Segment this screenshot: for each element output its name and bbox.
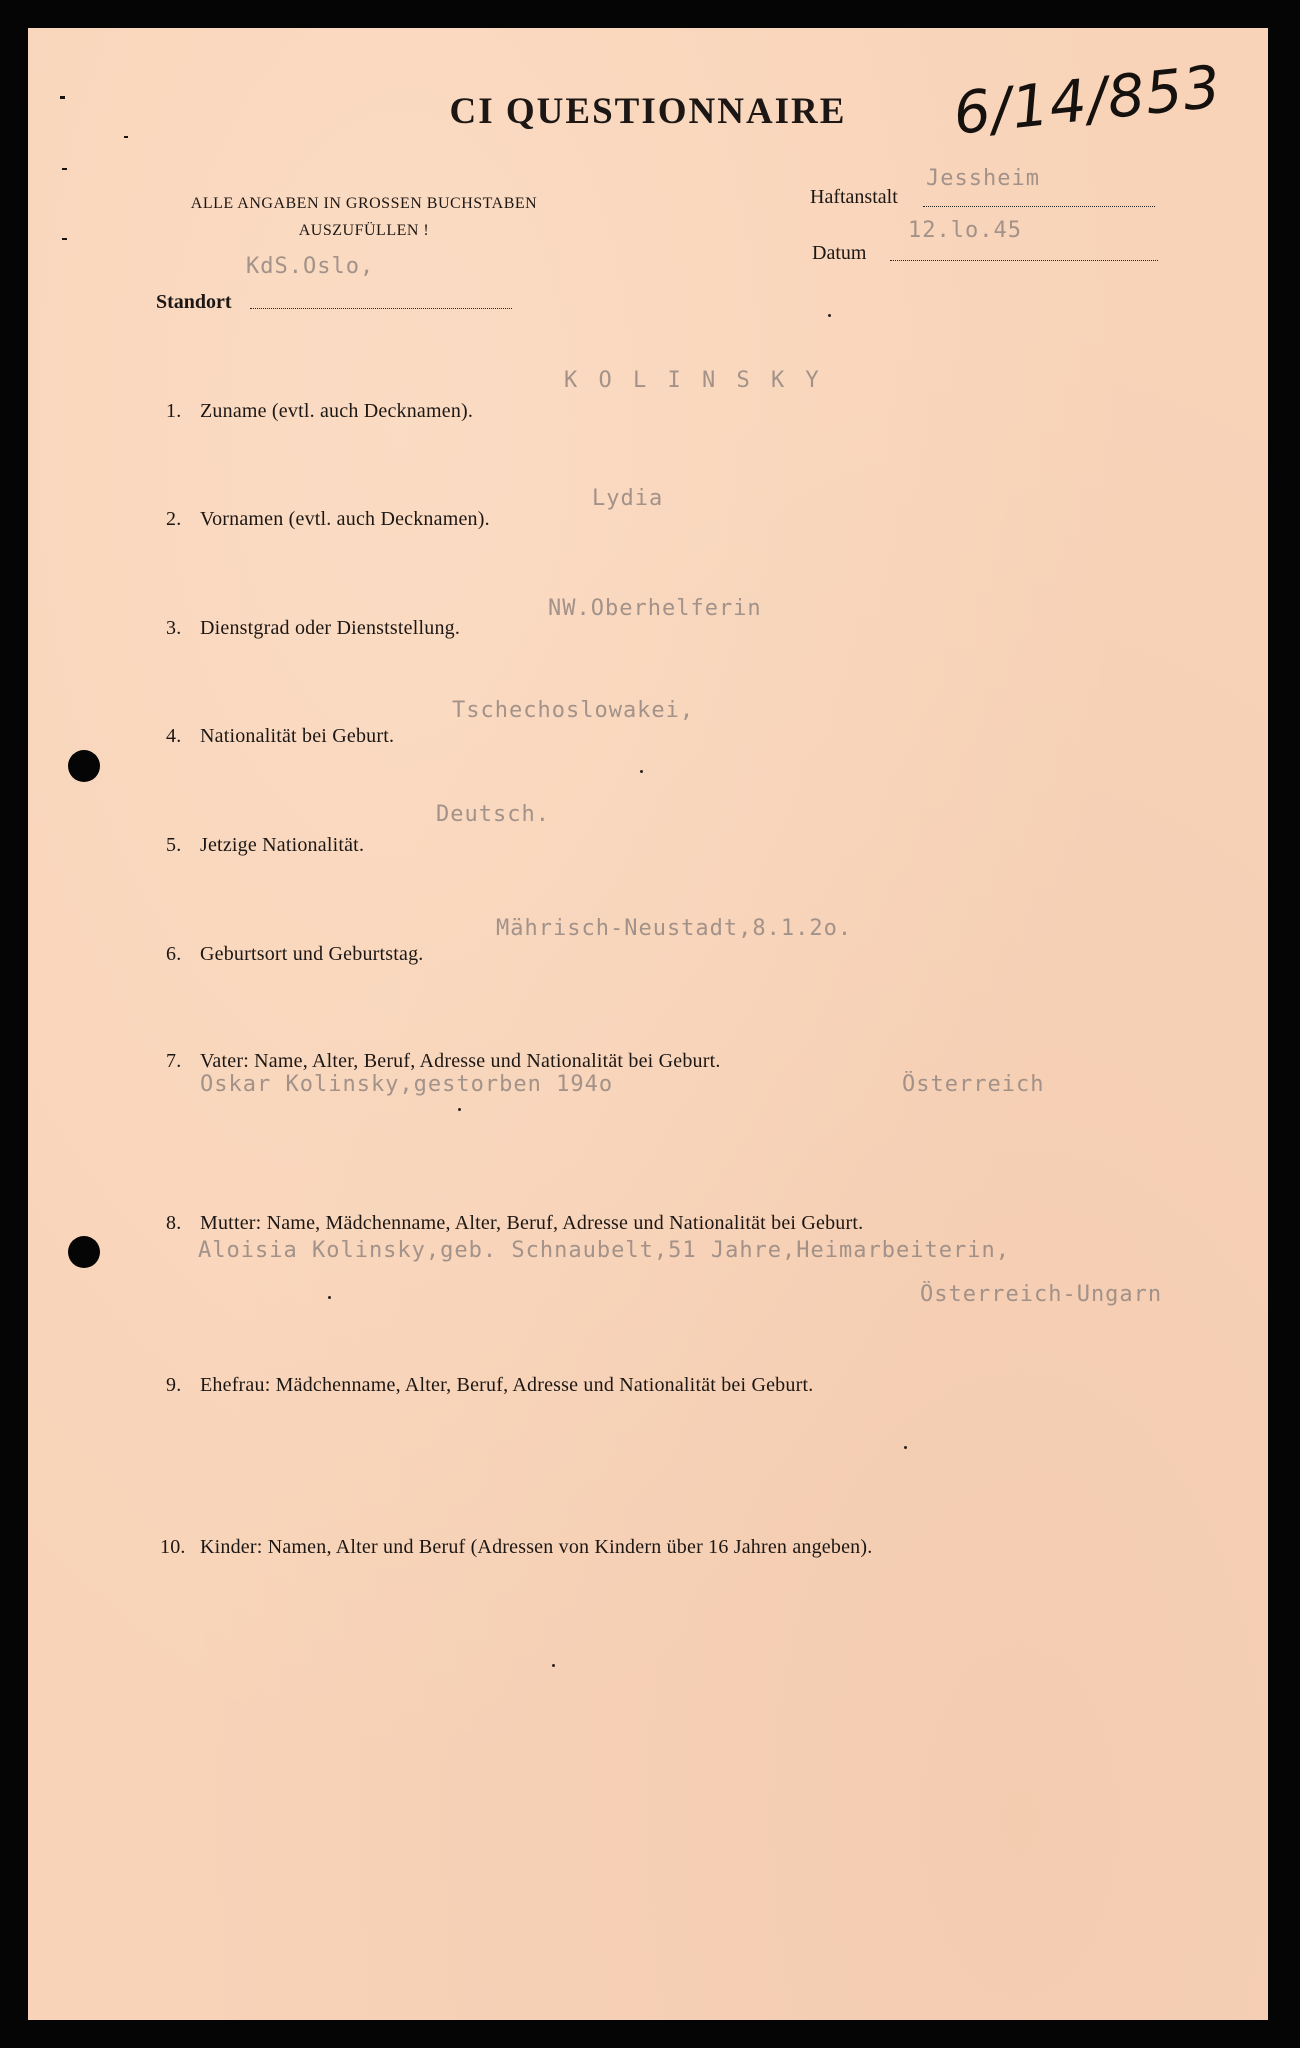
question-1-number: 1. [166,400,182,422]
question-5-number: 5. [166,834,182,856]
question-5 [166,834,364,857]
question-6-label: Geburtsort und Geburtstag. [200,943,424,965]
answer-8-nationality: Österreich-Ungarn [920,1282,1163,1307]
instruction-text [154,190,574,244]
margin-mark [62,238,67,240]
question-8 [166,1212,863,1235]
question-7-number: 7. [166,1050,182,1072]
answer-6: Mährisch-Neustadt,8.1.2o. [496,916,853,941]
answer-3: NW.Oberhelferin [548,596,762,621]
question-2 [166,508,490,531]
question-7 [166,1050,721,1073]
standort-label: Standort [156,291,232,313]
question-10-number: 10. [160,1536,186,1558]
question-2-label: Vornamen (evtl. auch Decknamen). [200,508,490,530]
margin-mark [124,136,128,138]
datum-value: 12.lo.45 [908,218,1022,243]
questionnaire-sheet [28,28,1268,2020]
question-6-number: 6. [166,943,182,965]
answer-7-nationality: Österreich [902,1072,1045,1097]
question-4 [166,725,394,748]
question-4-label: Nationalität bei Geburt. [200,725,395,747]
haftanstalt-value: Jessheim [926,166,1040,191]
question-9 [166,1374,813,1397]
question-1 [166,400,473,423]
paper-speck [328,1296,331,1299]
margin-mark [62,168,67,170]
question-9-label: Ehefrau: Mädchenname, Alter, Beruf, Adresse und Nationalität bei Geburt. [200,1374,814,1396]
paper-speck [552,1664,555,1667]
question-3 [166,617,460,640]
question-8-number: 8. [166,1212,182,1234]
answer-8: Aloisia Kolinsky,geb. Schnaubelt,51 Jahre,Heimarbeiterin, [198,1238,1010,1263]
paper-speck [828,314,831,317]
datum-label: Datum [812,242,867,264]
handwritten-reference: 6/14/853 [950,52,1225,148]
standort-line [250,308,512,309]
answer-7: Oskar Kolinsky,gestorben 194o [200,1072,614,1097]
answer-5: Deutsch. [436,802,550,827]
punch-hole-upper [68,750,100,782]
question-10-label: Kinder: Namen, Alter und Beruf (Adressen von Kindern über 16 Jahren angeben). [200,1536,873,1558]
question-5-label: Jetzige Nationalität. [200,834,365,856]
question-7-label: Vater: Name, Alter, Beruf, Adresse und Nationalität bei Geburt. [200,1050,721,1072]
paper-speck [458,1108,461,1111]
answer-4: Tschechoslowakei, [452,698,695,723]
question-3-label: Dienstgrad oder Dienststellung. [200,617,461,639]
question-9-number: 9. [166,1374,182,1396]
document-title: CI QUESTIONNAIRE [449,91,847,132]
standort-value: KdS.Oslo, [246,254,375,279]
datum-line [890,260,1158,261]
question-6 [166,943,424,966]
answer-2: Lydia [592,486,664,511]
question-1-label: Zuname (evtl. auch Decknamen). [200,400,474,422]
question-4-number: 4. [166,725,182,747]
answer-1: K O L I N S K Y [564,368,823,393]
paper-speck [640,770,643,773]
haftanstalt-label: Haftanstalt [810,186,898,208]
margin-mark [60,96,65,99]
haftanstalt-line [923,206,1155,207]
instruction-line-2: AUSZUFÜLLEN ! [298,222,430,239]
paper-speck [904,1446,907,1449]
question-8-label: Mutter: Name, Mädchenname, Alter, Beruf, Adresse und Nationalität bei Geburt. [200,1212,864,1234]
question-3-number: 3. [166,617,182,639]
punch-hole-lower [68,1236,100,1268]
question-10 [160,1536,872,1559]
instruction-line-1: ALLE ANGABEN IN GROSSEN BUCHSTABEN [190,195,538,212]
question-2-number: 2. [166,508,182,530]
